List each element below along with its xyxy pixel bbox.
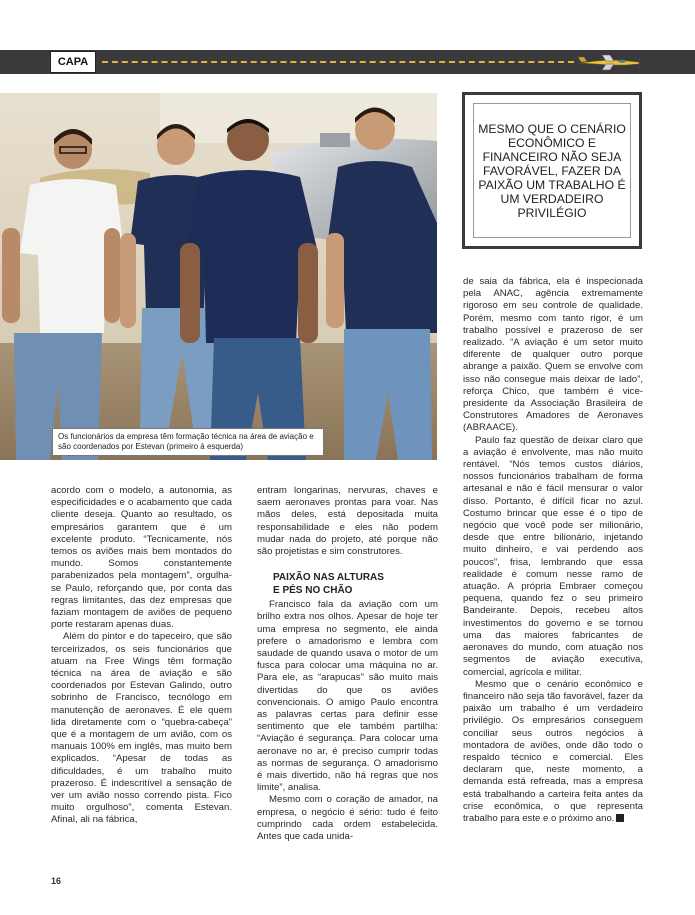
paragraph: Mesmo com o coração de amador, na empresa, o negócio é sério: tudo é feito cumprindo cada ordem estabelecida. Antes que cada unida- bbox=[257, 794, 438, 843]
paragraph: Além do pintor e do tapeceiro, que são terceirizados, os seis funcionários que atuam na Free Wings têm formação técnica na área de aviação e são coordenados por Estevan Galindo, outro sobrinho de Francisco, tecnólogo em manutenção de aeronaves. É ele quem lida diretamente com o “quebra-cabeça” que é a montagem de um avião, com os manuais 100% em inglês, mas muito bem explicados. “Apesar de todas as dificuldades, é um trabalho muito prazeroso. É indescritível a sensação de ver um avião nosso correndo pista. Fico muito orgulhoso”, comenta Estevan. Afinal, ali na fábrica, bbox=[51, 631, 232, 826]
team-photo bbox=[0, 93, 437, 460]
subheading-line-1: PAIXÃO NAS ALTURAS bbox=[273, 572, 384, 584]
paragraph-last bbox=[463, 679, 643, 825]
pull-quote-text: MESMO QUE O CENÁRIO ECONÔMICO E FINANCEIRO NÃO SEJA FAVORÁVEL, FAZER DA PAIXÃO UM TRABALHO É UM VERDADEIRO PRIVILÉGIO bbox=[478, 121, 626, 220]
paragraph-text: Mesmo que o cenário econômico e financeiro não seja tão favorável, fazer da paixão um trabalho é um verdadeiro privilégio. Os empresários conseguem conciliar seus outros negócios à montadora de aviões, onde dão todo o respaldo técnico e comercial. Eles declaram que, neste momento, a demanda está refreada, mas a empresa está trabalhando a carteira feita antes da crise econômica, o que representa trabalho para este e o próximo ano. bbox=[463, 678, 643, 824]
article-column-3 bbox=[463, 276, 643, 825]
paragraph: Paulo faz questão de deixar claro que a aviação é envolvente, mas não muito rentável. “Nós temos custos diários, nossos funcionários trabalham de forma artesanal e não é fácil mensurar o valor disso. Portanto, é difícil ficar no azul. Costumo brincar que esse é o tipo de negócio que você pode ser milionário, desde que entre bilionário, injetando muito dinheiro, e vai perdendo aos poucos”, frisa, lembrando que essa realidade é comum nesse ramo de atuação. A própria Embraer começou pequena, quando fez o seu primeiro Bandeirante. Depois, recebeu altos investimentos do governo e se tornou uma das maiores fabricantes de aeronaves do mundo, com atuação nos segmentos de aviação executiva, comercial, agrícola e militar. bbox=[463, 434, 643, 678]
section-label: CAPA bbox=[50, 51, 96, 73]
article-column-1 bbox=[51, 485, 232, 827]
airplane-icon bbox=[576, 52, 644, 72]
article-column-2 bbox=[257, 485, 438, 843]
dashed-flight-path bbox=[102, 61, 574, 63]
end-of-article-icon bbox=[616, 814, 624, 822]
section-subheading bbox=[257, 572, 438, 597]
paragraph: acordo com o modelo, a autonomia, as especificidades e o acabamento que cada cliente deseja. Quanto ao resultado, os empresários garantem que é um excelente produto. “Tecnicamente, nós temos os aviões mais bem montados do mundo. Somos constantemente parabenizados pela montagem”, orgulha-se Paulo, reforçando que, por conta das regras limitantes, das dez empresas que faziam montagem de aviões de pequeno porte restaram apenas duas. bbox=[51, 485, 232, 631]
page-number: 16 bbox=[51, 876, 62, 886]
pull-quote-box bbox=[462, 92, 642, 249]
paragraph: Francisco fala da aviação com um brilho extra nos olhos. Apesar de hoje ter uma empresa no segmento, ele ainda prefere o amadorismo e lembra com saudade de quando usava o motor de um fusca para colocar uma máquina no ar. Para ele, as “arapucas” são muito mais divertidas do que os aviões convencionais. O amigo Paulo encontra as palavras certas para definir esse sentimento que ele também partilha: “Aviação é segurança. Para colocar uma aeronave no ar, é preciso cumprir todas as normas de segurança. O amadorismo é mais divertido, não há regras que nos limite”, analisa. bbox=[257, 599, 438, 794]
section-header-bar bbox=[0, 50, 695, 74]
subheading-line-2: E PÉS NO CHÃO bbox=[273, 584, 353, 596]
photo-caption: Os funcionários da empresa têm formação técnica na área de aviação e são coordenados por Estevan (primeiro à esquerda) bbox=[52, 428, 324, 456]
paragraph: entram longarinas, nervuras, chaves e saem aeronaves prontas para voar. Nas mãos deles, está depositada muita responsabilidade e eles não podem mudar nada do projeto, até porque não são projetistas e sim construtores. bbox=[257, 485, 438, 558]
paragraph: de saia da fábrica, ela é inspecionada pela ANAC, agência extremamente rigoroso em seu controle de qualidade. Porém, mesmo com tanto rigor, é um trabalho possível e prazeroso de ser realizado. “A aviação é um setor muito diferente de qualquer outro porque abrange a paixão. Quem se envolve com isso não consegue mais deixar de lado”, reforça Chico, que também é vice-presidente da Associação Brasileira de Construtores Amadores de Aeronaves (ABRAACE). bbox=[463, 276, 643, 434]
